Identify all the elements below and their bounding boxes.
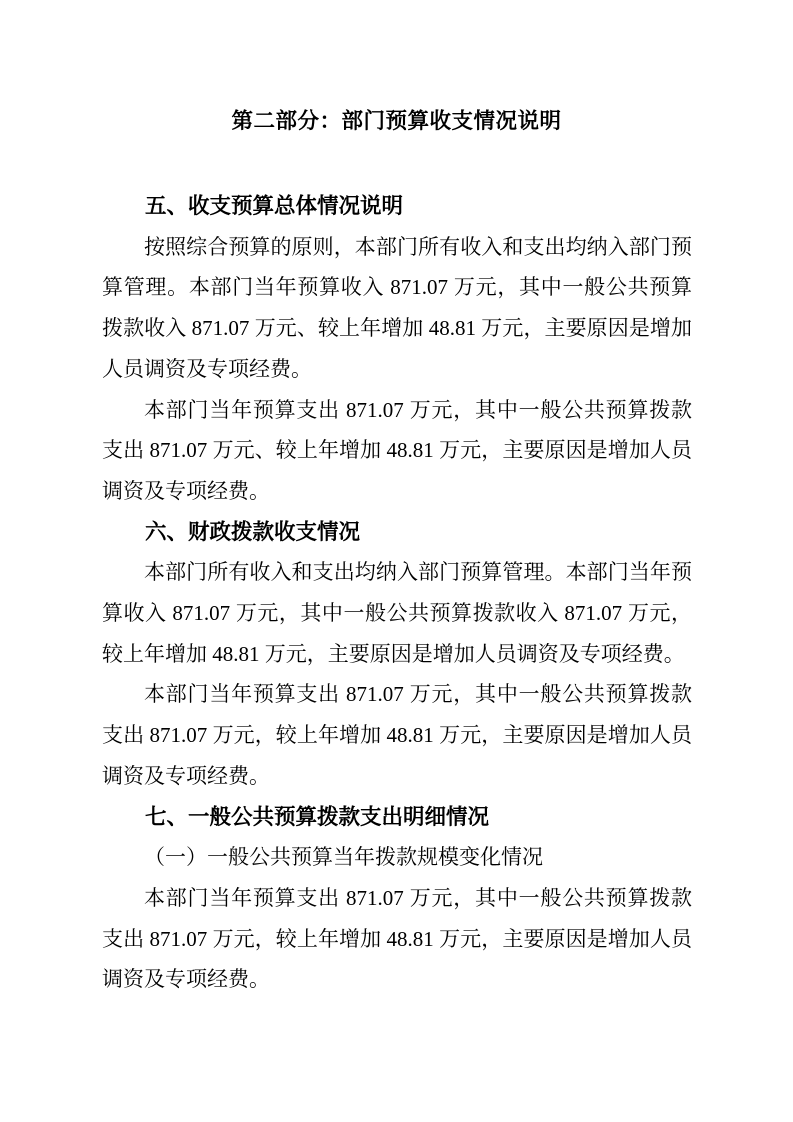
section-public-budget-expenditure-detail (102, 797, 692, 1001)
subsection-heading: （一）一般公共预算当年拨款规模变化情况 (144, 845, 543, 870)
paragraph: 本部门所有收入和支出均纳入部门预算管理。本部门当年预算收入 871.07 万元，其中一般公共预算拨款收入 871.07 万元，较上年增加 48.81 万元，主要原因是增加人员调资及专项经费。 (102, 560, 692, 666)
section-revenue-expenditure-overview (102, 186, 692, 512)
section-heading: 五、收支预算总体情况说明 (145, 194, 404, 218)
paragraph: 本部门当年预算支出 871.07 万元，其中一般公共预算拨款支出 871.07 万元，较上年增加 48.81 万元，主要原因是增加人员调资及专项经费。 (102, 682, 692, 788)
section-heading: 七、一般公共预算拨款支出明细情况 (145, 804, 490, 829)
page-title: 第二部分：部门预算收支情况说明 (231, 109, 562, 133)
paragraph: 本部门当年预算支出 871.07 万元，其中一般公共预算拨款支出 871.07 万元、较上年增加 48.81 万元，主要原因是增加人员调资及专项经费。 (102, 397, 692, 503)
paragraph: 本部门当年预算支出 871.07 万元，其中一般公共预算拨款支出 871.07 万元，较上年增加 48.81 万元，主要原因是增加人员调资及专项经费。 (102, 885, 692, 992)
section-heading: 六、财政拨款收支情况 (145, 519, 361, 544)
section-fiscal-appropriation (102, 512, 692, 797)
document-body (102, 186, 692, 1000)
paragraph: 按照综合预算的原则，本部门所有收入和支出均纳入部门预算管理。本部门当年预算收入 871.07 万元，其中一般公共预算拨款收入 871.07 万元、较上年增加 48.81 万元，主要原因是增加人员调资及专项经费。 (102, 234, 692, 381)
